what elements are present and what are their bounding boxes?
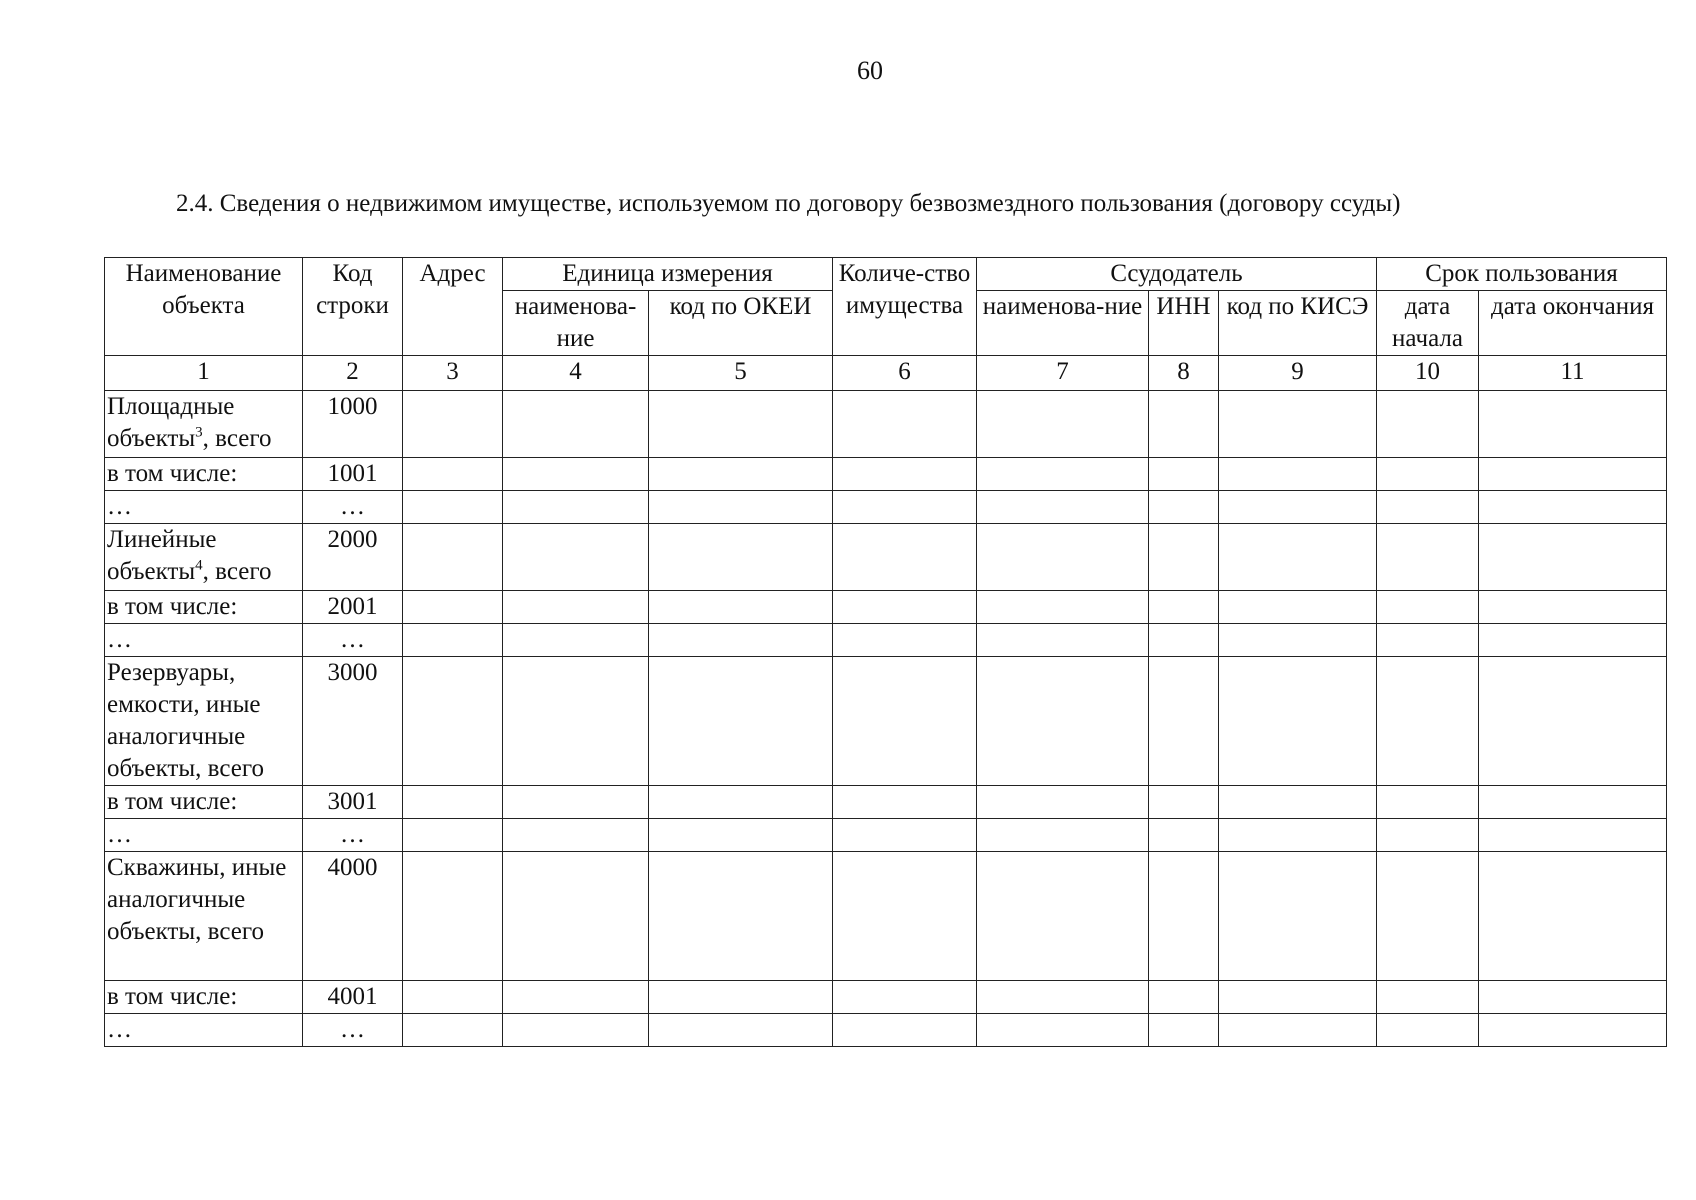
header-lender-name: наименова-ние <box>977 291 1149 356</box>
empty-cell[interactable] <box>1479 524 1667 591</box>
empty-cell[interactable] <box>403 1014 503 1047</box>
empty-cell[interactable] <box>1219 786 1377 819</box>
header-unit-name: наименова-ние <box>503 291 649 356</box>
empty-cell[interactable] <box>833 657 977 786</box>
empty-cell[interactable] <box>649 591 833 624</box>
table-row <box>105 657 1667 786</box>
empty-cell[interactable] <box>833 786 977 819</box>
empty-cell[interactable] <box>1377 591 1479 624</box>
empty-cell[interactable] <box>649 981 833 1014</box>
empty-cell[interactable] <box>503 786 649 819</box>
row-object-name <box>105 491 303 524</box>
empty-cell[interactable] <box>1149 458 1219 491</box>
empty-cell[interactable] <box>977 391 1149 458</box>
empty-cell[interactable] <box>403 591 503 624</box>
empty-cell[interactable] <box>1479 657 1667 786</box>
row-line-code: 3001 <box>303 786 403 819</box>
empty-cell[interactable] <box>977 591 1149 624</box>
row-object-name-text: … <box>107 1016 132 1043</box>
empty-cell[interactable] <box>1377 657 1479 786</box>
row-object-name-text: Линейные объекты <box>107 526 217 585</box>
empty-cell[interactable] <box>1219 491 1377 524</box>
empty-cell[interactable] <box>1149 1014 1219 1047</box>
empty-cell[interactable] <box>503 458 649 491</box>
empty-cell[interactable] <box>503 981 649 1014</box>
empty-cell[interactable] <box>1479 1014 1667 1047</box>
empty-cell[interactable] <box>503 852 649 981</box>
empty-cell[interactable] <box>1377 458 1479 491</box>
empty-cell[interactable] <box>1149 624 1219 657</box>
empty-cell[interactable] <box>1479 624 1667 657</box>
empty-cell[interactable] <box>833 981 977 1014</box>
empty-cell[interactable] <box>977 491 1149 524</box>
empty-cell[interactable] <box>833 491 977 524</box>
header-quantity: Количе-ство имущества <box>833 258 977 356</box>
table-row <box>105 852 1667 981</box>
empty-cell[interactable] <box>403 981 503 1014</box>
column-number: 1 <box>105 356 303 391</box>
empty-cell[interactable] <box>1479 981 1667 1014</box>
empty-cell[interactable] <box>1219 981 1377 1014</box>
empty-cell[interactable] <box>503 1014 649 1047</box>
empty-cell[interactable] <box>649 458 833 491</box>
empty-cell[interactable] <box>1377 786 1479 819</box>
row-object-name-text: Скважины, иные аналогичные объекты, всего <box>107 854 287 945</box>
empty-cell[interactable] <box>649 657 833 786</box>
empty-cell[interactable] <box>1377 981 1479 1014</box>
empty-cell[interactable] <box>503 624 649 657</box>
table-row <box>105 491 1667 524</box>
row-object-name-suffix: , всего <box>202 558 272 585</box>
header-unit: Единица измерения <box>503 258 833 291</box>
empty-cell[interactable] <box>503 491 649 524</box>
empty-cell[interactable] <box>649 524 833 591</box>
row-object-name-text: Резервуары, емкости, иные аналогичные объекты, всего <box>107 659 264 782</box>
empty-cell[interactable] <box>649 786 833 819</box>
empty-cell[interactable] <box>1377 391 1479 458</box>
empty-cell[interactable] <box>1149 657 1219 786</box>
header-lender-kise: код по КИСЭ <box>1219 291 1377 356</box>
empty-cell[interactable] <box>503 591 649 624</box>
empty-cell[interactable] <box>649 391 833 458</box>
empty-cell[interactable] <box>977 1014 1149 1047</box>
empty-cell[interactable] <box>1219 1014 1377 1047</box>
header-line-code: Код строки <box>303 258 403 356</box>
empty-cell[interactable] <box>403 458 503 491</box>
header-term-start: дата начала <box>1377 291 1479 356</box>
header-lender: Ссудодатель <box>977 258 1377 291</box>
empty-cell[interactable] <box>833 819 977 852</box>
empty-cell[interactable] <box>977 624 1149 657</box>
empty-cell[interactable] <box>503 657 649 786</box>
empty-cell[interactable] <box>1377 524 1479 591</box>
row-object-name <box>105 624 303 657</box>
row-object-name <box>105 657 303 786</box>
column-number: 10 <box>1377 356 1479 391</box>
empty-cell[interactable] <box>977 657 1149 786</box>
row-line-code: 2001 <box>303 591 403 624</box>
empty-cell[interactable] <box>403 391 503 458</box>
column-number: 4 <box>503 356 649 391</box>
empty-cell[interactable] <box>833 391 977 458</box>
empty-cell[interactable] <box>1149 786 1219 819</box>
empty-cell[interactable] <box>403 657 503 786</box>
empty-cell[interactable] <box>977 819 1149 852</box>
row-object-name <box>105 458 303 491</box>
empty-cell[interactable] <box>833 458 977 491</box>
empty-cell[interactable] <box>1479 786 1667 819</box>
column-number: 3 <box>403 356 503 391</box>
empty-cell[interactable] <box>649 1014 833 1047</box>
row-object-name-text: в том числе: <box>107 983 238 1010</box>
table-row <box>105 819 1667 852</box>
column-number: 8 <box>1149 356 1219 391</box>
empty-cell[interactable] <box>833 591 977 624</box>
empty-cell[interactable] <box>977 852 1149 981</box>
empty-cell[interactable] <box>1149 819 1219 852</box>
row-object-name <box>105 524 303 591</box>
property-table <box>104 257 1667 1047</box>
empty-cell[interactable] <box>977 524 1149 591</box>
footnote-marker: 3 <box>195 424 203 441</box>
empty-cell[interactable] <box>1219 852 1377 981</box>
empty-cell[interactable] <box>977 981 1149 1014</box>
row-object-name <box>105 1014 303 1047</box>
empty-cell[interactable] <box>977 458 1149 491</box>
row-object-name <box>105 819 303 852</box>
row-line-code: 4001 <box>303 981 403 1014</box>
row-line-code: … <box>303 491 403 524</box>
empty-cell[interactable] <box>1479 591 1667 624</box>
empty-cell[interactable] <box>1149 852 1219 981</box>
empty-cell[interactable] <box>1479 852 1667 981</box>
row-object-name <box>105 852 303 981</box>
column-number: 2 <box>303 356 403 391</box>
empty-cell[interactable] <box>403 819 503 852</box>
row-line-code: … <box>303 1014 403 1047</box>
row-object-name-text: … <box>107 821 132 848</box>
empty-cell[interactable] <box>1219 458 1377 491</box>
empty-cell[interactable] <box>1149 491 1219 524</box>
empty-cell[interactable] <box>1479 391 1667 458</box>
empty-cell[interactable] <box>1219 524 1377 591</box>
empty-cell[interactable] <box>649 624 833 657</box>
empty-cell[interactable] <box>1219 624 1377 657</box>
row-line-code: 1001 <box>303 458 403 491</box>
row-object-name-text: … <box>107 493 132 520</box>
row-object-name-suffix: , всего <box>202 425 272 452</box>
empty-cell[interactable] <box>1479 819 1667 852</box>
row-line-code: 2000 <box>303 524 403 591</box>
empty-cell[interactable] <box>1377 624 1479 657</box>
footnote-marker: 4 <box>195 557 203 574</box>
row-object-name-text: Площадные объекты <box>107 393 235 452</box>
header-address: Адрес <box>403 258 503 356</box>
header-term-end: дата окончания <box>1479 291 1667 356</box>
column-number-row <box>105 356 1667 391</box>
page-number: 60 <box>857 56 883 85</box>
empty-cell[interactable] <box>1377 852 1479 981</box>
empty-cell[interactable] <box>403 786 503 819</box>
section-title: 2.4. Сведения о недвижимом имуществе, используемом по договору безвозмездного пользования (договору ссуды) <box>176 190 1401 217</box>
empty-cell[interactable] <box>1149 391 1219 458</box>
empty-cell[interactable] <box>1377 491 1479 524</box>
row-line-code: … <box>303 624 403 657</box>
empty-cell[interactable] <box>1219 591 1377 624</box>
empty-cell[interactable] <box>649 819 833 852</box>
empty-cell[interactable] <box>1479 458 1667 491</box>
empty-cell[interactable] <box>403 524 503 591</box>
empty-cell[interactable] <box>1219 657 1377 786</box>
row-line-code: 4000 <box>303 852 403 981</box>
header-unit-okei: код по ОКЕИ <box>649 291 833 356</box>
column-number: 6 <box>833 356 977 391</box>
row-object-name-text: в том числе: <box>107 460 238 487</box>
table-row <box>105 458 1667 491</box>
empty-cell[interactable] <box>503 391 649 458</box>
row-object-name <box>105 391 303 458</box>
empty-cell[interactable] <box>833 852 977 981</box>
column-number: 5 <box>649 356 833 391</box>
empty-cell[interactable] <box>649 491 833 524</box>
row-line-code: … <box>303 819 403 852</box>
column-number: 11 <box>1479 356 1667 391</box>
row-object-name <box>105 591 303 624</box>
table-row <box>105 981 1667 1014</box>
row-object-name-text: в том числе: <box>107 788 238 815</box>
row-object-name <box>105 786 303 819</box>
table-row <box>105 1014 1667 1047</box>
empty-cell[interactable] <box>403 624 503 657</box>
row-object-name <box>105 981 303 1014</box>
empty-cell[interactable] <box>1219 819 1377 852</box>
empty-cell[interactable] <box>1377 1014 1479 1047</box>
row-object-name-text: в том числе: <box>107 593 238 620</box>
empty-cell[interactable] <box>649 852 833 981</box>
empty-cell[interactable] <box>503 524 649 591</box>
column-number: 7 <box>977 356 1149 391</box>
empty-cell[interactable] <box>833 524 977 591</box>
header-term: Срок пользования <box>1377 258 1667 291</box>
empty-cell[interactable] <box>977 786 1149 819</box>
empty-cell[interactable] <box>833 624 977 657</box>
empty-cell[interactable] <box>1377 819 1479 852</box>
empty-cell[interactable] <box>1149 591 1219 624</box>
empty-cell[interactable] <box>1149 524 1219 591</box>
empty-cell[interactable] <box>403 491 503 524</box>
header-object-name: Наименование объекта <box>105 258 303 356</box>
empty-cell[interactable] <box>1149 981 1219 1014</box>
empty-cell[interactable] <box>833 1014 977 1047</box>
header-lender-inn: ИНН <box>1149 291 1219 356</box>
table-row <box>105 624 1667 657</box>
empty-cell[interactable] <box>1219 391 1377 458</box>
table-row <box>105 391 1667 458</box>
empty-cell[interactable] <box>1479 491 1667 524</box>
row-object-name-text: … <box>107 626 132 653</box>
table-row <box>105 524 1667 591</box>
table-row <box>105 591 1667 624</box>
empty-cell[interactable] <box>403 852 503 981</box>
table-row <box>105 786 1667 819</box>
empty-cell[interactable] <box>503 819 649 852</box>
row-line-code: 3000 <box>303 657 403 786</box>
column-number: 9 <box>1219 356 1377 391</box>
row-line-code: 1000 <box>303 391 403 458</box>
